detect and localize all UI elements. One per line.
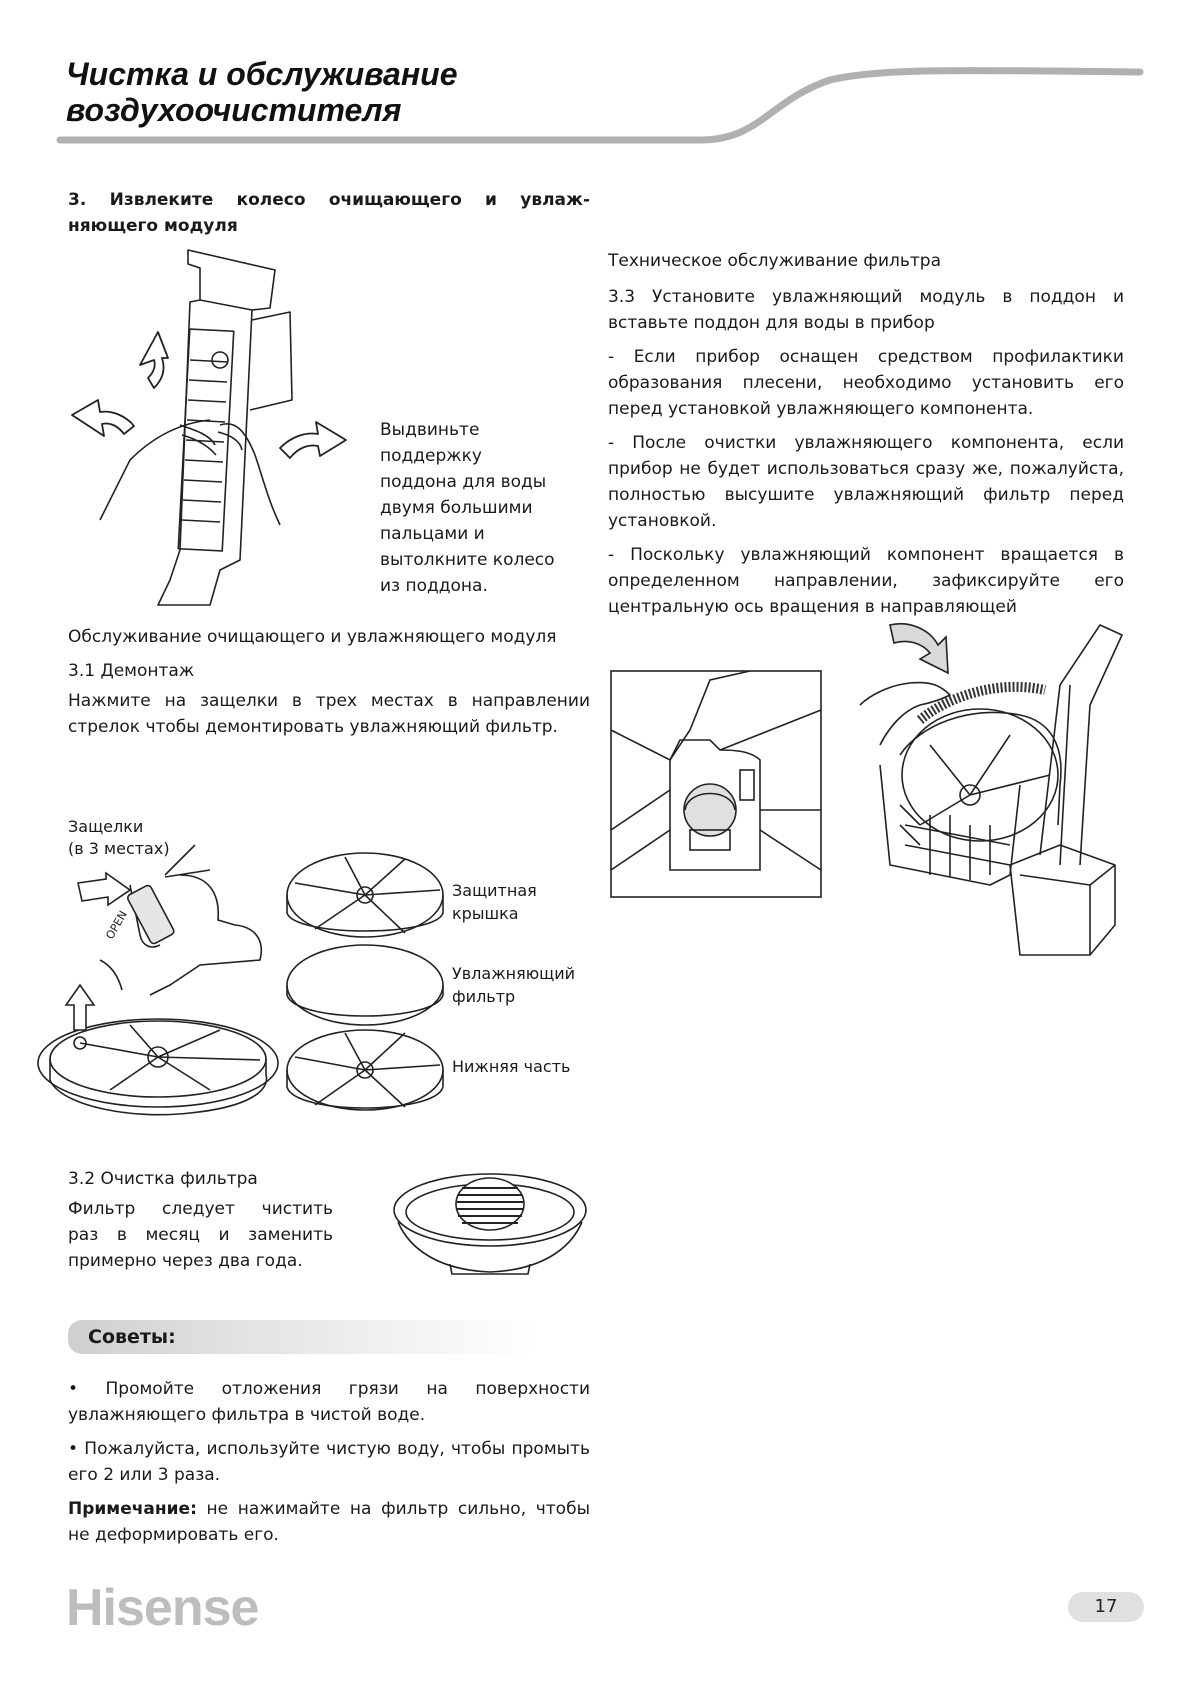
part-filter-line1: Увлажняющий — [452, 964, 576, 983]
note-text: не нажимайте на фильтр сильно, чтобы не деформировать его. — [68, 1499, 590, 1545]
latch-detail-illustration — [70, 845, 280, 1125]
cleaning-text-line2: раз в месяц и заменить — [68, 1225, 333, 1245]
maintenance-p33: 3.3 Установите увлажняющий модуль в поддон и вставьте поддон для воды в прибор — [608, 287, 1124, 333]
tray-caption-line: из поддона. — [380, 576, 488, 596]
maintenance-heading: Техническое обслуживание фильтра — [608, 251, 942, 271]
maintenance-mold: - Если прибор оснащен средством профилактики образования плесени, необходимо установить его перед установкой увлажняющего компонента. — [608, 347, 1124, 419]
tray-caption-line: поддержку — [380, 446, 482, 466]
step3-heading-line1: 3. Извлеките колесо очищающего и увлаж- — [68, 190, 590, 210]
tips-label: Советы: — [88, 1326, 176, 1348]
maintenance-rotate: - Поскольку увлажняющий компонент вращается в определенном направлении, зафиксируйте его центральную ось вращения в направляющей — [608, 545, 1124, 617]
part-cover-line1: Защитная — [452, 881, 537, 900]
page-number: 17 — [1094, 1596, 1118, 1617]
tray-caption — [380, 417, 555, 599]
filter-exploded-illustration — [285, 845, 455, 1125]
sub31-title: 3.1 Демонтаж — [68, 661, 195, 681]
cleaning-text — [68, 1196, 333, 1274]
page-title-line1: Чистка и обслуживание — [66, 56, 458, 92]
latches-label-line1: Защелки — [68, 817, 144, 836]
tray-caption-line: поддона для воды — [380, 472, 547, 492]
cleaning-text-line1: Фильтр следует чистить — [68, 1199, 333, 1219]
cleaning-text-line3: примерно через два года. — [68, 1251, 303, 1271]
maintenance-dry: - После очистки увлажняющего компонента, если прибор не будет использоваться сразу же, пожалуйста, полностью высушите увлажняющий фильтр перед установкой. — [608, 433, 1124, 531]
part-cover-label — [452, 879, 537, 925]
hisense-logo: Hisense — [66, 1579, 259, 1637]
part-bottom-label: Нижняя часть — [452, 1057, 571, 1076]
axis-detail-illustration — [610, 670, 822, 898]
tray-caption-line: вытолкните колесо — [380, 550, 555, 570]
step3-heading-line2: няющего модуля — [68, 216, 238, 236]
latches-label-line2: (в 3 местах) — [68, 839, 170, 858]
tips-list — [68, 1376, 590, 1556]
tray-caption-line: Выдвиньте — [380, 420, 480, 440]
tips-note — [68, 1496, 590, 1548]
header-swoosh-line — [0, 0, 1191, 160]
open-label: OPEN — [103, 908, 130, 942]
wash-bowl-illustration — [390, 1170, 590, 1280]
tip-item: • Промойте отложения грязи на поверхности увлажняющего фильтра в чистой воде. — [68, 1379, 590, 1425]
cleaning-title: 3.2 Очистка фильтра — [68, 1169, 258, 1189]
part-filter-label — [452, 962, 575, 1008]
page-title-line2: воздухоочистителя — [66, 92, 402, 128]
tips-bar — [68, 1320, 536, 1354]
page-number-badge — [1068, 1592, 1144, 1622]
note-label: Примечание: — [68, 1499, 197, 1519]
tray-caption-line: двумя большими — [380, 498, 533, 518]
module-service-heading: Обслуживание очищающего и увлажняющего модуля — [68, 627, 557, 647]
tip-item: • Пожалуйста, используйте чистую воду, чтобы промыть его 2 или 3 раза. — [68, 1439, 590, 1485]
part-filter-line2: фильтр — [452, 987, 516, 1006]
tray-removal-illustration — [70, 250, 370, 610]
step3-heading — [68, 187, 590, 239]
tray-caption-line: пальцами и — [380, 524, 485, 544]
module-insertion-illustration — [860, 625, 1130, 965]
part-cover-line2: крышка — [452, 904, 519, 923]
module-service-section — [68, 624, 590, 748]
maintenance-section — [608, 248, 1124, 628]
sub31-text: Нажмите на защелки в трех местах в направлении стрелок чтобы демонтировать увлажняющий фильтр. — [68, 691, 590, 737]
